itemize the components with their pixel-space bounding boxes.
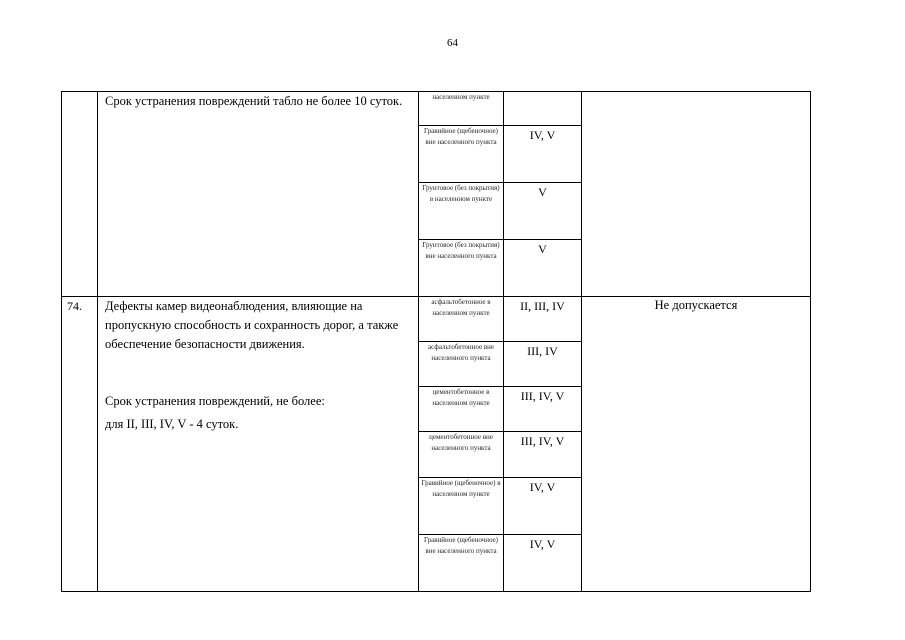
repair-deadline-heading: Срок устранения повреждений, не более: [105, 394, 325, 408]
row-description [98, 297, 419, 592]
category-cell: II, III, IV [504, 297, 582, 342]
category-cell: V [504, 240, 582, 297]
description-text: Дефекты камер видеонаблюдения, влияющие на пропускную способность и сохранность дорог, а также обеспечение безопасности движения. [105, 299, 399, 351]
note-cell: Не допускается [582, 297, 811, 592]
road-type-cell: цементобетонное в населенном пункте [419, 387, 504, 432]
category-cell: III, IV, V [504, 432, 582, 478]
road-type-cell: Грунтовое (без покрытия) вне населенного пункта [419, 240, 504, 297]
road-type-cell: Грунтовое (без покрытия) в населенном пункте [419, 183, 504, 240]
repair-deadline-value: для II, III, IV, V - 4 суток. [105, 417, 239, 431]
row-description [98, 92, 419, 297]
category-cell: V [504, 183, 582, 240]
road-type-cell: асфальтобетонное в населенном пункте [419, 297, 504, 342]
table-row [62, 297, 811, 342]
row-number: 74. [62, 297, 98, 592]
category-cell: IV, V [504, 478, 582, 535]
category-cell: IV, V [504, 535, 582, 592]
note-cell [582, 92, 811, 297]
road-type-cell: населенном пункте [419, 92, 504, 126]
requirements-table [61, 91, 811, 592]
category-cell [504, 92, 582, 126]
road-type-cell: Гравийное (щебеночное) в населенном пункте [419, 478, 504, 535]
table-row [62, 92, 811, 126]
road-type-cell: Гравийное (щебеночное) вне населенного пункта [419, 535, 504, 592]
row-number [62, 92, 98, 297]
road-type-cell: асфальтобетонное вне населенного пункта [419, 342, 504, 387]
page-number: 64 [447, 37, 458, 49]
road-type-cell: Гравийное (щебеночное) вне населенного пункта [419, 126, 504, 183]
category-cell: III, IV, V [504, 387, 582, 432]
description-text: Срок устранения повреждений табло не более 10 суток. [105, 94, 403, 108]
road-type-cell: цементобетонное вне населенного пункта [419, 432, 504, 478]
category-cell: III, IV [504, 342, 582, 387]
category-cell: IV, V [504, 126, 582, 183]
